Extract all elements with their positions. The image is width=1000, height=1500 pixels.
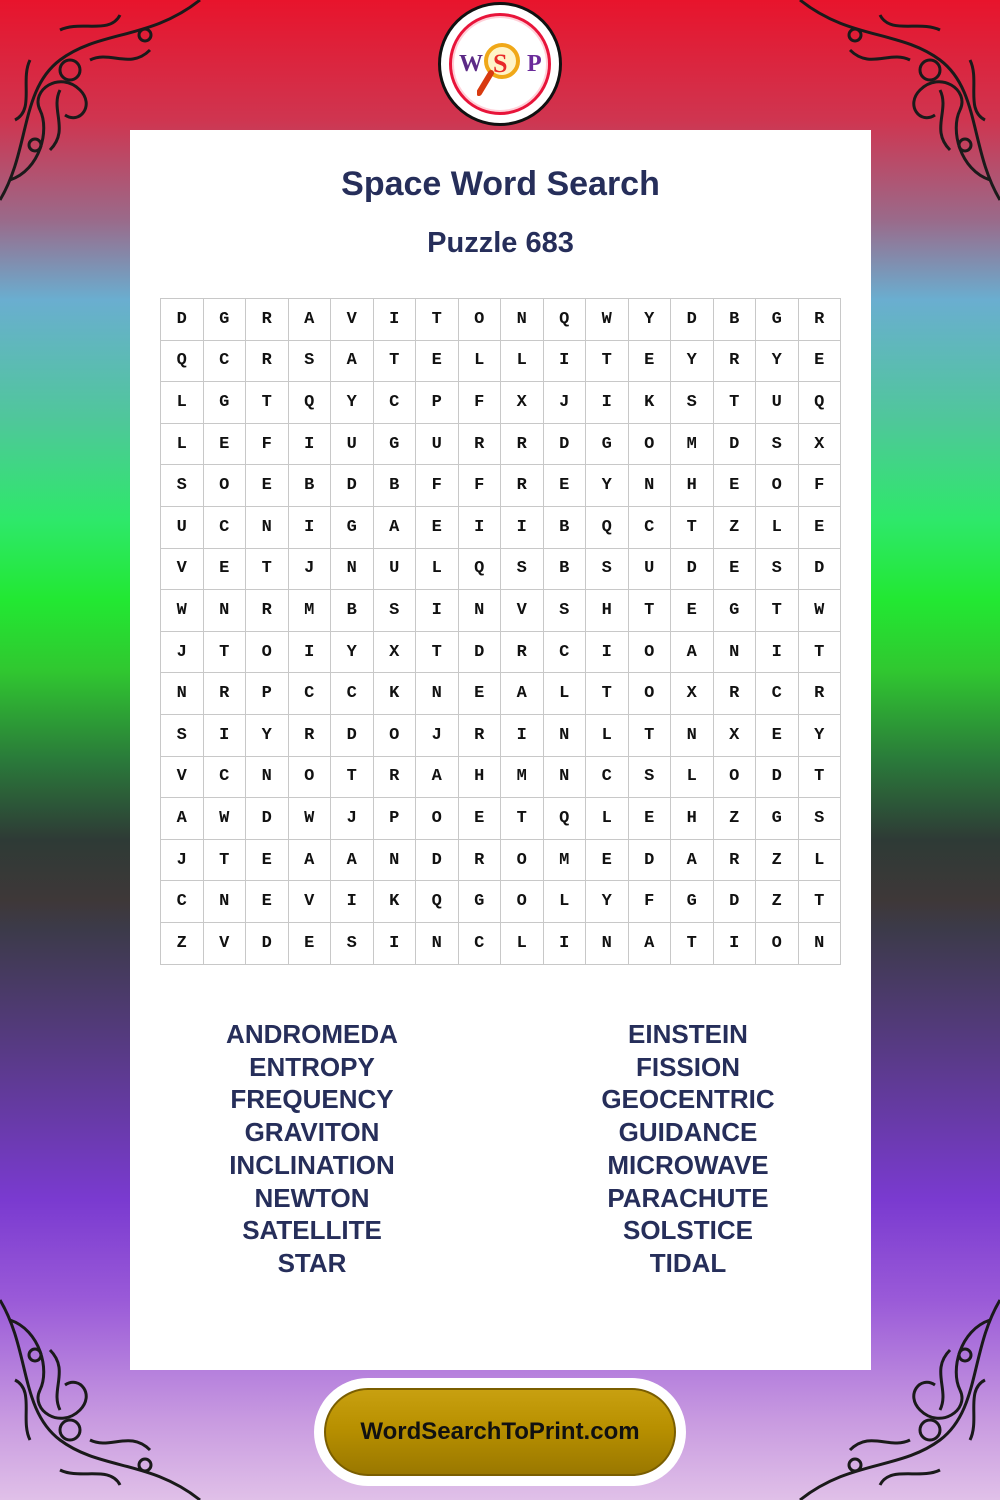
grid-cell[interactable]: S [161,715,204,757]
grid-cell[interactable]: T [246,549,289,591]
grid-cell[interactable]: F [459,465,502,507]
grid-cell[interactable]: Y [586,465,629,507]
word-list-item: ANDROMEDA [226,1019,398,1049]
grid-cell[interactable]: G [331,507,374,549]
grid-cell[interactable]: D [714,424,757,466]
grid-cell[interactable]: H [459,757,502,799]
grid-cell[interactable]: U [374,549,417,591]
grid-cell[interactable]: T [204,632,247,674]
letter-grid [160,298,841,965]
grid-cell[interactable]: T [586,341,629,383]
grid-cell[interactable]: A [289,840,332,882]
word-list-left [127,1018,497,1280]
grid-cell[interactable]: E [629,798,672,840]
footer-banner [314,1378,686,1486]
grid-cell[interactable]: I [544,923,587,965]
grid-cell[interactable]: Q [586,507,629,549]
grid-cell[interactable]: L [416,549,459,591]
grid-cell[interactable]: F [416,465,459,507]
grid-cell[interactable]: S [586,549,629,591]
grid-cell[interactable]: T [501,798,544,840]
grid-cell[interactable]: T [799,881,842,923]
word-list-item: INCLINATION [229,1149,395,1180]
grid-cell[interactable]: Q [544,299,587,341]
grid-cell[interactable]: Z [161,923,204,965]
grid-cell[interactable]: T [799,757,842,799]
grid-cell[interactable]: I [459,507,502,549]
grid-cell[interactable]: T [374,341,417,383]
grid-cell[interactable]: M [544,840,587,882]
grid-cell[interactable]: V [204,923,247,965]
grid-cell[interactable]: S [289,341,332,383]
grid-cell[interactable]: T [629,590,672,632]
grid-cell[interactable]: C [756,673,799,715]
grid-cell[interactable]: S [374,590,417,632]
grid-cell[interactable]: I [204,715,247,757]
grid-cell[interactable]: O [756,465,799,507]
grid-cell[interactable]: O [501,881,544,923]
word-list-item: FREQUENCY [230,1084,394,1115]
grid-cell[interactable]: Y [799,715,842,757]
grid-cell[interactable]: W [586,299,629,341]
grid-cell[interactable]: O [289,757,332,799]
grid-cell[interactable]: R [246,341,289,383]
grid-cell[interactable]: O [204,465,247,507]
grid-cell[interactable]: A [671,840,714,882]
grid-cell[interactable]: D [799,549,842,591]
grid-cell[interactable]: B [544,549,587,591]
grid-cell[interactable]: J [544,382,587,424]
grid-cell[interactable]: Q [459,549,502,591]
grid-cell[interactable]: D [331,715,374,757]
grid-cell[interactable]: R [714,673,757,715]
grid-cell[interactable]: E [416,341,459,383]
grid-cell[interactable]: T [799,632,842,674]
grid-cell[interactable]: T [586,673,629,715]
grid-cell[interactable]: E [204,424,247,466]
grid-cell[interactable]: Y [331,382,374,424]
grid-cell[interactable]: I [289,424,332,466]
wsp-logo[interactable] [438,2,562,126]
grid-cell[interactable]: N [416,923,459,965]
grid-cell[interactable]: N [501,299,544,341]
grid-cell[interactable]: T [416,632,459,674]
grid-cell[interactable]: F [799,465,842,507]
grid-cell[interactable]: C [331,673,374,715]
word-list-item: NEWTON [254,1182,370,1213]
grid-cell[interactable]: E [799,507,842,549]
grid-cell[interactable]: R [374,757,417,799]
puzzle-number: Puzzle 683 [427,227,574,259]
grid-cell[interactable]: L [586,798,629,840]
grid-cell[interactable]: P [374,798,417,840]
grid-cell[interactable]: X [671,673,714,715]
grid-cell[interactable]: P [416,382,459,424]
word-list-item: GEOCENTRIC [601,1084,775,1115]
grid-cell[interactable]: T [671,923,714,965]
grid-cell[interactable]: S [799,798,842,840]
grid-cell[interactable]: I [586,632,629,674]
grid-cell[interactable]: A [289,299,332,341]
word-list-item: GRAVITON [244,1117,380,1148]
grid-cell[interactable]: O [416,798,459,840]
grid-cell[interactable]: S [331,923,374,965]
grid-cell[interactable]: Y [629,299,672,341]
grid-cell[interactable]: A [161,798,204,840]
grid-cell[interactable]: J [289,549,332,591]
grid-cell[interactable]: J [331,798,374,840]
grid-cell[interactable]: N [714,632,757,674]
grid-cell[interactable]: E [459,673,502,715]
grid-cell[interactable]: V [289,881,332,923]
grid-cell[interactable]: T [204,840,247,882]
word-list-item: GUIDANCE [618,1117,758,1148]
grid-cell[interactable]: C [629,507,672,549]
grid-cell[interactable]: C [204,757,247,799]
grid-cell[interactable]: D [756,757,799,799]
grid-cell[interactable]: R [501,465,544,507]
grid-cell[interactable]: W [799,590,842,632]
site-link-button[interactable]: WordSearchToPrint.com [324,1388,676,1476]
grid-cell[interactable]: S [671,382,714,424]
grid-cell[interactable]: C [289,673,332,715]
grid-cell[interactable]: Z [756,840,799,882]
grid-cell[interactable]: A [501,673,544,715]
grid-cell[interactable]: D [671,549,714,591]
grid-cell[interactable]: J [161,632,204,674]
grid-cell[interactable]: N [374,840,417,882]
grid-cell[interactable]: E [289,923,332,965]
grid-cell[interactable]: C [544,632,587,674]
grid-cell[interactable]: Q [161,341,204,383]
grid-cell[interactable]: N [544,757,587,799]
word-list-item: STAR [277,1247,347,1278]
grid-cell[interactable]: L [544,881,587,923]
grid-cell[interactable]: U [756,382,799,424]
grid-cell[interactable]: U [416,424,459,466]
grid-cell[interactable]: R [799,299,842,341]
grid-cell[interactable]: Z [714,798,757,840]
grid-cell[interactable]: D [161,299,204,341]
grid-cell[interactable]: N [246,757,289,799]
grid-cell[interactable]: N [629,465,672,507]
grid-cell[interactable]: D [246,923,289,965]
grid-cell[interactable]: O [501,840,544,882]
grid-cell[interactable]: S [161,465,204,507]
grid-cell[interactable]: V [501,590,544,632]
grid-cell[interactable]: O [629,673,672,715]
grid-cell[interactable]: R [246,590,289,632]
grid-cell[interactable]: M [289,590,332,632]
grid-cell[interactable]: K [629,382,672,424]
grid-cell[interactable]: S [756,549,799,591]
grid-cell[interactable]: G [374,424,417,466]
grid-cell[interactable]: R [204,673,247,715]
grid-cell[interactable]: H [671,465,714,507]
grid-cell[interactable]: Y [586,881,629,923]
grid-cell[interactable]: M [671,424,714,466]
grid-cell[interactable]: C [459,923,502,965]
grid-cell[interactable]: L [459,341,502,383]
grid-cell[interactable]: Y [331,632,374,674]
grid-cell[interactable]: R [501,424,544,466]
grid-cell[interactable]: L [756,507,799,549]
grid-cell[interactable]: N [204,590,247,632]
word-list-item: MICROWAVE [607,1149,769,1180]
grid-cell[interactable]: S [501,549,544,591]
grid-cell[interactable]: I [289,632,332,674]
grid-cell[interactable]: R [459,840,502,882]
grid-cell[interactable]: D [331,465,374,507]
grid-cell[interactable]: V [331,299,374,341]
grid-cell[interactable]: W [204,798,247,840]
grid-cell[interactable]: T [629,715,672,757]
grid-cell[interactable]: T [331,757,374,799]
grid-cell[interactable]: U [629,549,672,591]
grid-cell[interactable]: E [799,341,842,383]
logo-letter-w: W [459,51,483,77]
grid-cell[interactable]: E [544,465,587,507]
grid-cell[interactable]: Q [544,798,587,840]
grid-cell[interactable]: E [246,465,289,507]
grid-cell[interactable]: L [501,341,544,383]
grid-cell[interactable]: O [246,632,289,674]
grid-cell[interactable]: N [544,715,587,757]
grid-cell[interactable]: D [629,840,672,882]
grid-cell[interactable]: F [459,382,502,424]
grid-cell[interactable]: V [161,757,204,799]
puzzle-sheet [130,130,871,1370]
grid-cell[interactable]: S [544,590,587,632]
grid-cell[interactable]: E [459,798,502,840]
grid-cell[interactable]: I [374,923,417,965]
grid-cell[interactable]: D [544,424,587,466]
grid-cell[interactable]: O [714,757,757,799]
grid-cell[interactable]: D [416,840,459,882]
grid-cell[interactable]: G [459,881,502,923]
grid-cell[interactable]: R [246,299,289,341]
grid-cell[interactable]: Y [671,341,714,383]
grid-cell[interactable]: G [756,798,799,840]
grid-cell[interactable]: Q [799,382,842,424]
grid-cell[interactable]: E [416,507,459,549]
grid-cell[interactable]: U [161,507,204,549]
grid-cell[interactable]: F [629,881,672,923]
grid-cell[interactable]: P [246,673,289,715]
grid-cell[interactable]: U [331,424,374,466]
grid-cell[interactable]: B [374,465,417,507]
grid-cell[interactable]: C [374,382,417,424]
grid-cell[interactable]: R [799,673,842,715]
grid-cell[interactable]: O [756,923,799,965]
grid-cell[interactable]: K [374,673,417,715]
grid-cell[interactable]: R [459,424,502,466]
grid-cell[interactable]: D [671,299,714,341]
grid-cell[interactable]: B [544,507,587,549]
grid-cell[interactable]: E [714,549,757,591]
grid-cell[interactable]: T [246,382,289,424]
grid-cell[interactable]: B [289,465,332,507]
grid-cell[interactable]: Z [714,507,757,549]
word-list-item: EINSTEIN [628,1019,748,1049]
grid-cell[interactable]: I [544,341,587,383]
grid-cell[interactable]: N [586,923,629,965]
grid-cell[interactable]: L [161,382,204,424]
grid-cell[interactable]: V [161,549,204,591]
grid-cell[interactable]: E [246,840,289,882]
grid-cell[interactable]: F [246,424,289,466]
grid-cell[interactable]: E [671,590,714,632]
grid-cell[interactable]: W [289,798,332,840]
grid-cell[interactable]: S [629,757,672,799]
grid-cell[interactable]: I [501,507,544,549]
grid-cell[interactable]: R [714,840,757,882]
word-list-item: ENTROPY [249,1051,375,1082]
grid-cell[interactable]: G [204,382,247,424]
grid-cell[interactable]: A [374,507,417,549]
grid-cell[interactable]: E [204,549,247,591]
grid-cell[interactable]: L [161,424,204,466]
grid-cell[interactable]: A [629,923,672,965]
grid-cell[interactable]: I [374,299,417,341]
grid-cell[interactable]: E [629,341,672,383]
grid-cell[interactable]: Z [756,881,799,923]
grid-cell[interactable]: D [459,632,502,674]
grid-cell[interactable]: X [714,715,757,757]
grid-cell[interactable]: O [629,424,672,466]
grid-cell[interactable]: E [756,715,799,757]
grid-cell[interactable]: I [756,632,799,674]
grid-cell[interactable]: M [501,757,544,799]
grid-cell[interactable]: A [331,840,374,882]
grid-cell[interactable]: C [204,507,247,549]
grid-cell[interactable]: N [246,507,289,549]
grid-cell[interactable]: G [671,881,714,923]
grid-cell[interactable]: O [374,715,417,757]
grid-cell[interactable]: X [374,632,417,674]
grid-cell[interactable]: T [416,299,459,341]
grid-cell[interactable]: T [756,590,799,632]
page-title: Space Word Search [341,165,660,203]
grid-cell[interactable]: O [459,299,502,341]
logo-letter-s: S [493,49,508,78]
grid-cell[interactable]: S [756,424,799,466]
grid-cell[interactable]: A [331,341,374,383]
grid-cell[interactable]: X [501,382,544,424]
grid-cell[interactable]: N [161,673,204,715]
grid-cell[interactable]: E [246,881,289,923]
grid-cell[interactable]: G [586,424,629,466]
grid-cell[interactable]: E [586,840,629,882]
grid-cell[interactable]: R [459,715,502,757]
grid-cell[interactable]: I [714,923,757,965]
grid-cell[interactable]: N [331,549,374,591]
grid-cell[interactable]: N [204,881,247,923]
grid-cell[interactable]: L [799,840,842,882]
grid-cell[interactable]: Y [246,715,289,757]
word-list-right [503,1018,873,1280]
grid-cell[interactable]: B [331,590,374,632]
grid-cell[interactable]: B [714,299,757,341]
grid-cell[interactable]: H [586,590,629,632]
grid-cell[interactable]: X [799,424,842,466]
grid-cell[interactable]: J [161,840,204,882]
grid-cell[interactable]: L [671,757,714,799]
grid-cell[interactable]: G [204,299,247,341]
word-list-item: TIDAL [649,1247,727,1278]
grid-cell[interactable]: R [501,632,544,674]
grid-cell[interactable]: I [331,881,374,923]
grid-cell[interactable]: D [714,881,757,923]
grid-cell[interactable]: I [586,382,629,424]
word-list-item: SOLSTICE [622,1215,753,1246]
grid-cell[interactable]: E [714,465,757,507]
grid-cell[interactable]: N [671,715,714,757]
grid-cell[interactable]: T [714,382,757,424]
grid-cell[interactable]: Y [756,341,799,383]
grid-cell[interactable]: H [671,798,714,840]
grid-cell[interactable]: O [629,632,672,674]
grid-cell[interactable]: Q [289,382,332,424]
grid-cell[interactable]: G [714,590,757,632]
grid-cell[interactable]: I [416,590,459,632]
grid-cell[interactable]: L [586,715,629,757]
grid-cell[interactable]: N [416,673,459,715]
grid-cell[interactable]: C [204,341,247,383]
grid-cell[interactable]: R [714,341,757,383]
grid-cell[interactable]: I [289,507,332,549]
grid-cell[interactable]: L [501,923,544,965]
grid-cell[interactable]: J [416,715,459,757]
grid-cell[interactable]: D [246,798,289,840]
grid-cell[interactable]: T [671,507,714,549]
word-list-item: FISSION [635,1051,740,1082]
grid-cell[interactable]: A [671,632,714,674]
grid-cell[interactable]: L [544,673,587,715]
word-list-item: SATELLITE [242,1215,382,1246]
grid-cell[interactable]: N [799,923,842,965]
grid-cell[interactable]: Q [416,881,459,923]
word-list-item: PARACHUTE [607,1182,769,1213]
grid-cell[interactable]: C [161,881,204,923]
grid-cell[interactable]: R [289,715,332,757]
grid-cell[interactable]: W [161,590,204,632]
grid-cell[interactable]: C [586,757,629,799]
grid-cell[interactable]: K [374,881,417,923]
grid-cell[interactable]: N [459,590,502,632]
grid-cell[interactable]: I [501,715,544,757]
logo-letter-p: P [527,51,542,77]
grid-cell[interactable]: A [416,757,459,799]
grid-cell[interactable]: G [756,299,799,341]
